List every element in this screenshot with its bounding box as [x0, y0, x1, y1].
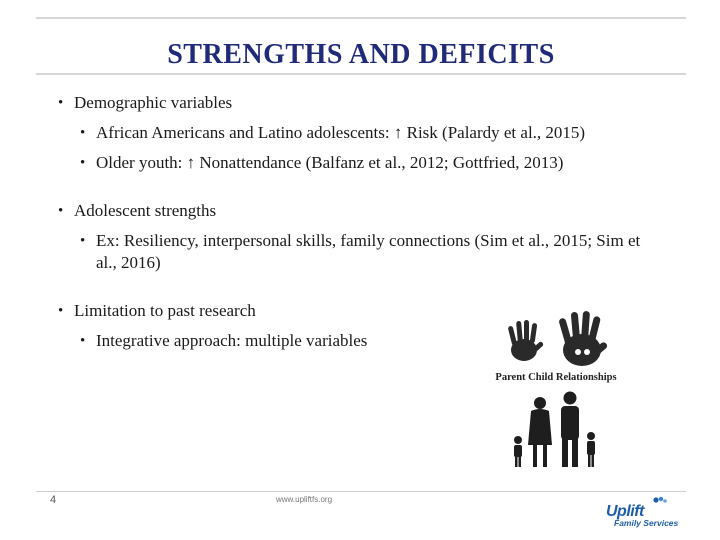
- page-number: 4: [50, 494, 57, 506]
- sub-bullet-risk: [80, 122, 658, 144]
- bullet-text: Limitation to past research: [74, 301, 256, 320]
- top-rule: [36, 17, 686, 19]
- slide-title: STRENGTHS AND DEFICITS: [167, 39, 555, 70]
- small-handprint-icon: [508, 320, 545, 361]
- large-handprint-icon: [558, 311, 608, 366]
- bullet-dot: •: [80, 155, 86, 171]
- bullet-text: Demographic variables: [74, 93, 233, 112]
- sub-bullet-nonattendance: [80, 152, 658, 174]
- sub-bullet-resiliency: [80, 230, 658, 274]
- parent-child-figure: [480, 310, 632, 468]
- bullet-demographic: [58, 92, 658, 114]
- bullet-dot: •: [80, 333, 86, 349]
- bullet-dot: •: [80, 233, 86, 249]
- sub-bullet-text: African Americans and Latino adolescents: ↑ Risk (Palardy et al., 2015): [96, 123, 586, 142]
- bullet-strengths: [58, 200, 658, 222]
- sub-bullet-text: Older youth: ↑ Nonattendance (Balfanz et al., 2012; Gottfried, 2013): [96, 153, 564, 172]
- bullet-dot: •: [58, 95, 64, 111]
- footer-rule: [36, 491, 686, 492]
- bullet-dot: •: [58, 203, 64, 219]
- bullet-dot: •: [58, 303, 64, 319]
- figure-art: [480, 310, 632, 468]
- bullet-dot: •: [80, 125, 86, 141]
- figure-caption: Parent Child Relationships: [495, 372, 617, 383]
- family-silhouette-icon: [514, 392, 595, 468]
- sub-bullet-text: Ex: Resiliency, interpersonal skills, family connections (Sim et al., 2015; Sim et al., 2016): [96, 231, 641, 272]
- bullet-text: Adolescent strengths: [74, 201, 217, 220]
- footer-url: www.upliftfs.org: [276, 495, 333, 504]
- logo-subtitle: Family Services: [614, 518, 679, 528]
- uplift-logo: [604, 496, 688, 530]
- sub-bullet-integrative: [80, 330, 426, 352]
- logo-word: Uplift: [606, 503, 644, 520]
- title-underline: [36, 73, 686, 75]
- sub-bullet-text: Integrative approach: multiple variables: [96, 331, 368, 350]
